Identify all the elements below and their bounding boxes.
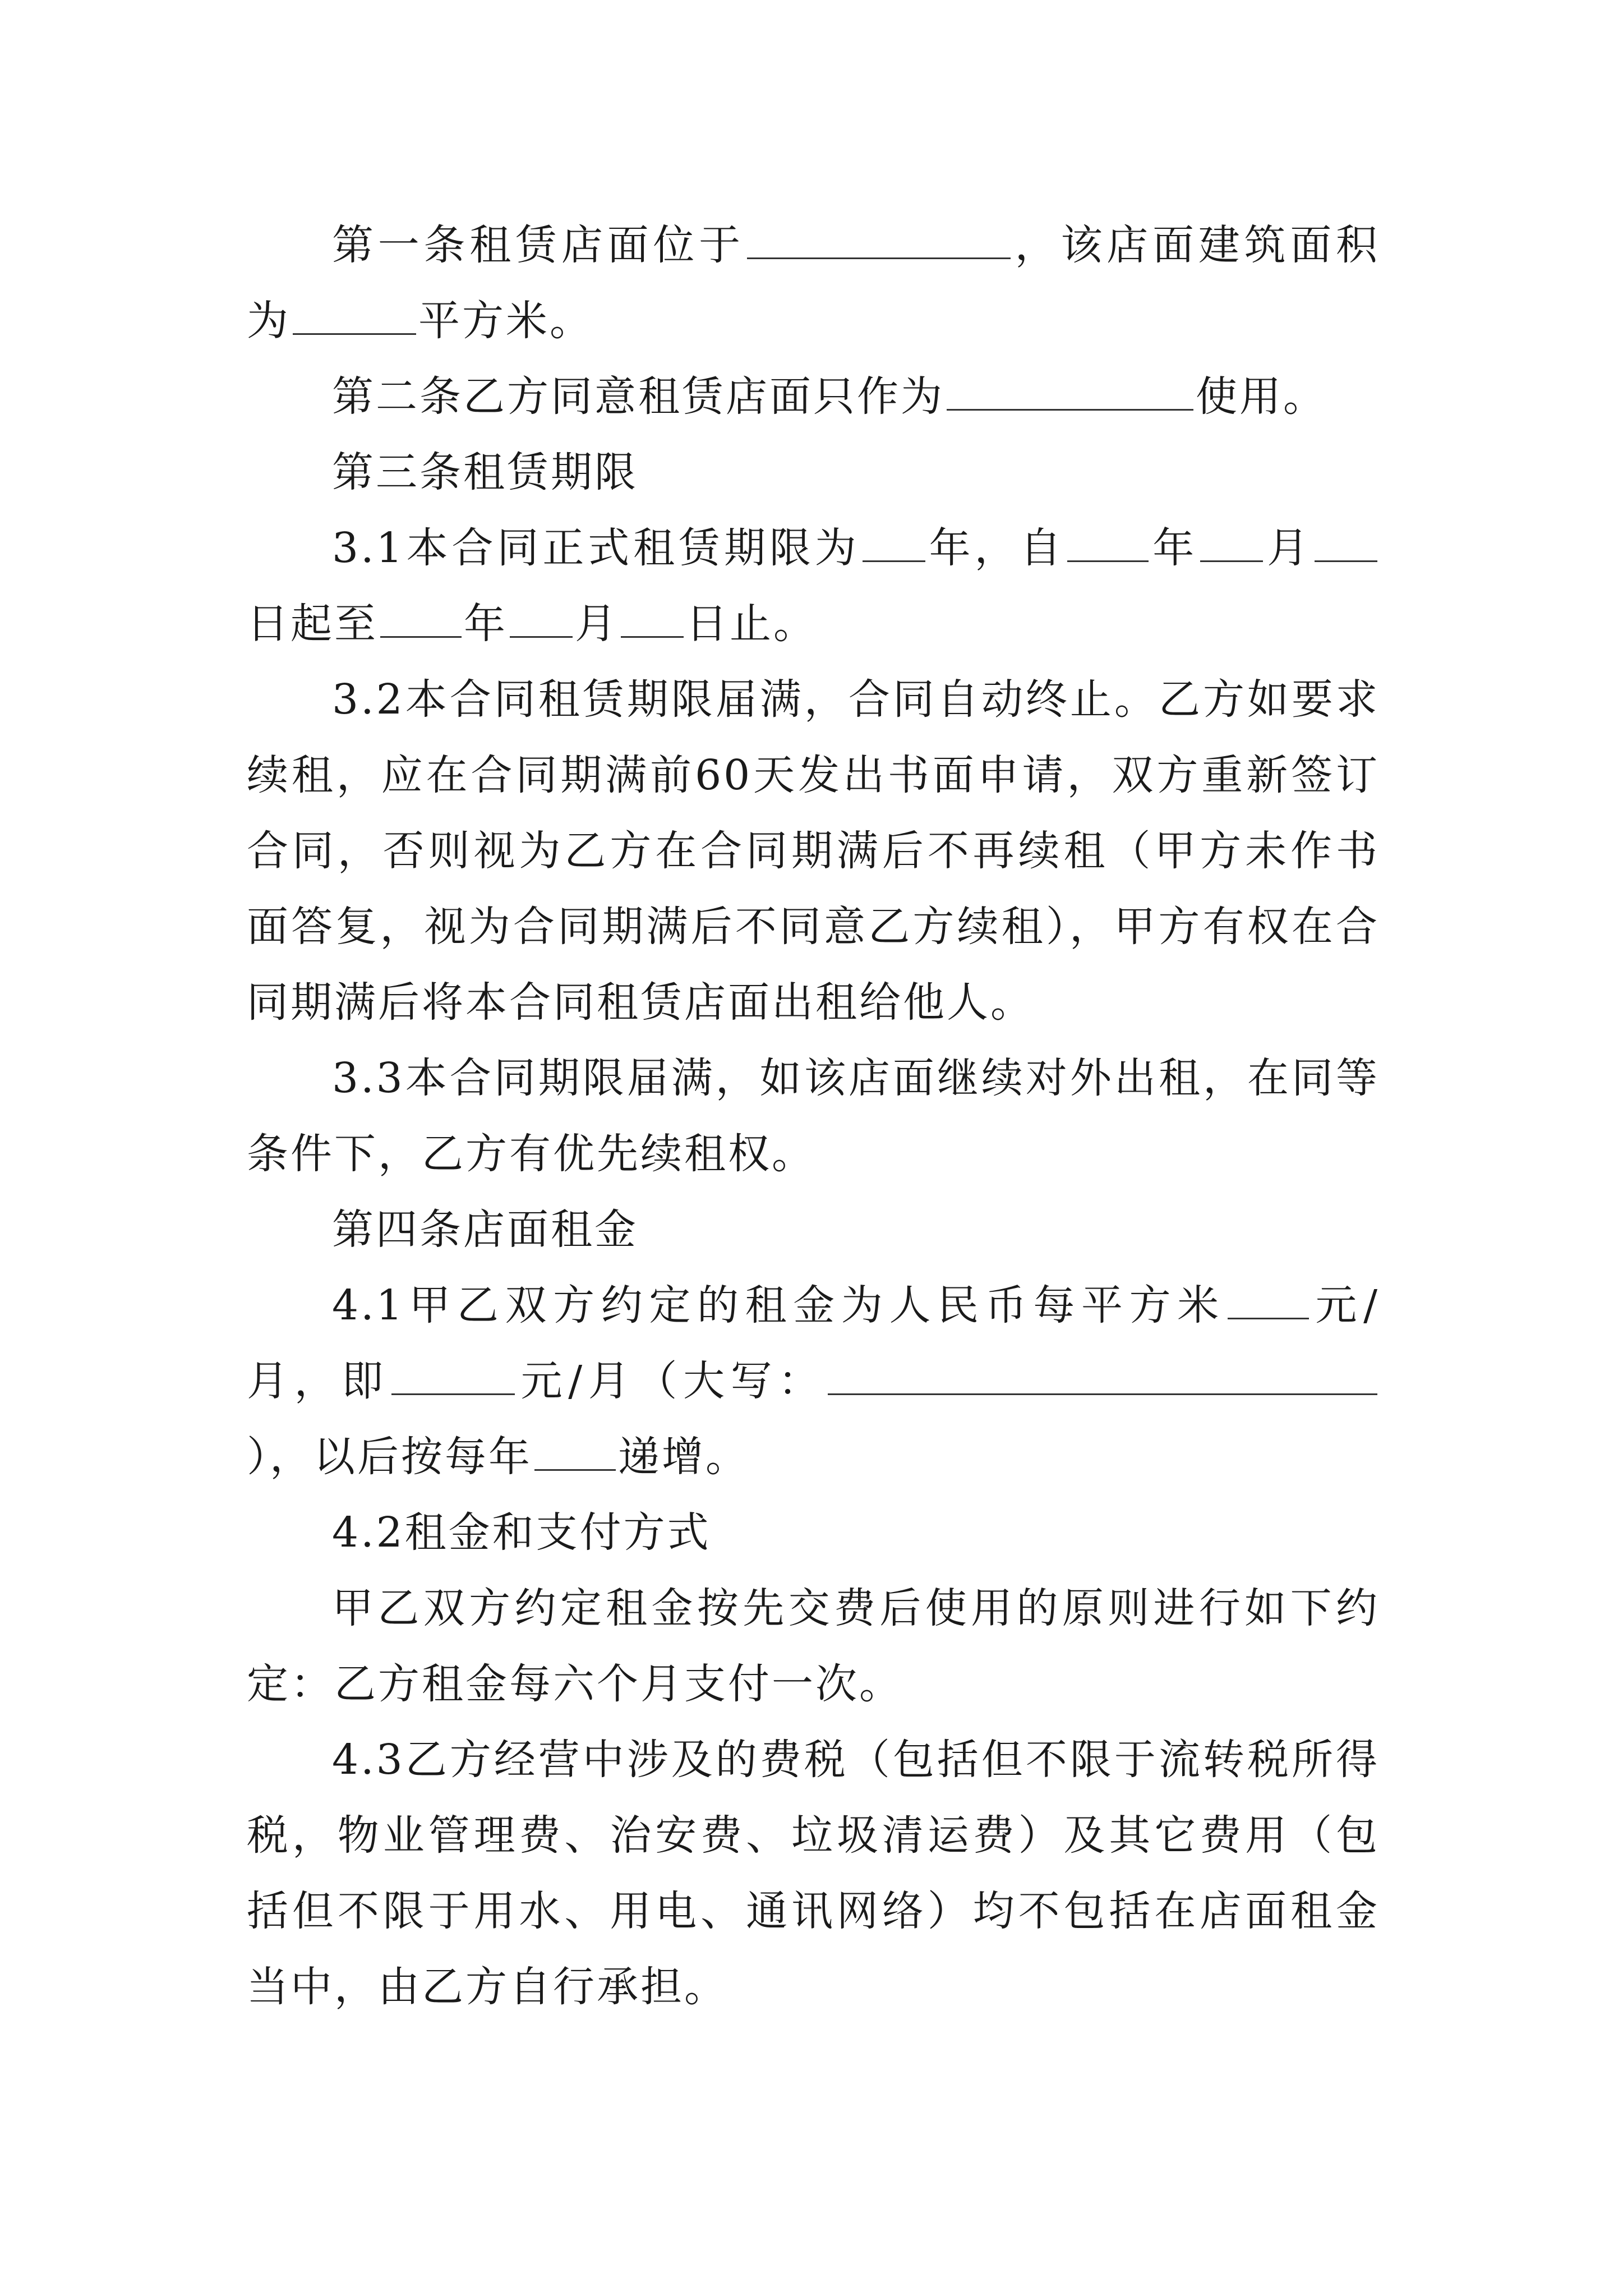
clause-3-2: 3.2本合同租赁期限届满，合同自动终止。乙方如要求续租，应在合同期满前60天发出书面申请，双方重新签订合同，否则视为乙方在合同期满后不再续租（甲方未作书面答复，视为合同期满后不同意乙方续租），甲方有权在合同期满后将本合同租赁店面出租给他人。 — [247, 675, 1380, 1027]
clause-4-2-title: 4.2租金和支付方式 — [332, 1508, 711, 1557]
end-month-blank — [510, 601, 573, 638]
start-month-blank — [1200, 526, 1263, 562]
clause-3-1-text-e: 日起至 — [247, 600, 378, 648]
monthly-rent-blank — [391, 1359, 515, 1395]
article-1-text-a: 第一条租赁店面位于 — [332, 221, 745, 269]
usage-blank — [947, 374, 1193, 411]
rent-in-words-blank — [828, 1359, 1377, 1395]
clause-3-1-text-h: 日止。 — [686, 600, 817, 648]
start-day-blank — [1315, 526, 1377, 562]
clause-4-1-text-a: 4.1甲乙双方约定的租金为人民币每平方米 — [332, 1281, 1225, 1329]
clause-4-2-body: 甲乙双方约定租金按先交费后使用的原则进行如下约定：乙方租金每六个月支付一次。 — [247, 1584, 1380, 1708]
article-1 — [247, 208, 1380, 359]
article-1-text-c: 平方米。 — [418, 297, 593, 345]
clause-4-1-text-d: ），以后按每年 — [247, 1433, 532, 1481]
clause-3-1-text-d: 月 — [1265, 524, 1313, 572]
rent-per-sqm-blank — [1228, 1283, 1309, 1319]
clause-4-1-text-b: 元/月，即 — [247, 1281, 1380, 1405]
clause-4-1-text-e: 递增。 — [618, 1433, 749, 1481]
article-2-text-b: 使用。 — [1196, 372, 1327, 421]
clause-4-3: 4.3乙方经营中涉及的费税（包括但不限于流转税所得税，物业管理费、治安费、垃圾清运费）及其它费用（包括但不限于用水、用电、通讯网络）均不包括在店面租金当中，由乙方自行承担。 — [247, 1736, 1380, 2011]
article-2-text-a: 第二条乙方同意租赁店面只作为 — [332, 372, 944, 421]
clause-3-1-text-b: 年，自 — [927, 524, 1066, 572]
start-year-blank — [1067, 526, 1149, 562]
clause-4-1-text-c: 元/月（大写： — [517, 1357, 826, 1405]
end-year-blank — [380, 601, 462, 638]
clause-3-3: 3.3本合同期限届满，如该店面继续对外出租，在同等条件下，乙方有优先续租权。 — [247, 1054, 1380, 1178]
article-4-title: 第四条店面租金 — [332, 1205, 638, 1254]
end-day-blank — [621, 601, 684, 638]
contract-body — [247, 208, 1380, 2025]
term-years-blank — [863, 526, 925, 562]
article-1-text-b: ，该店面建筑面积为 — [247, 221, 1380, 345]
location-blank — [747, 223, 1011, 259]
clause-3-1 — [247, 510, 1380, 662]
article-2 — [247, 359, 1380, 435]
clause-4-1 — [247, 1268, 1380, 1495]
clause-3-1-text-c: 年 — [1151, 524, 1198, 572]
clause-3-1-text-a: 3.1本合同正式租赁期限为 — [332, 524, 860, 572]
area-blank — [293, 298, 416, 335]
annual-increase-blank — [534, 1434, 616, 1471]
article-3-title: 第三条租赁期限 — [332, 448, 638, 496]
clause-3-1-text-g: 月 — [575, 600, 619, 648]
clause-3-1-text-f: 年 — [464, 600, 508, 648]
